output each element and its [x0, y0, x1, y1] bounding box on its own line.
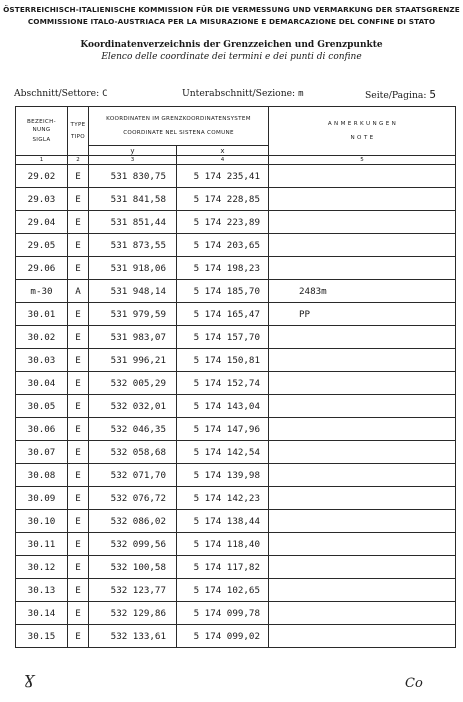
sigla-cell: 29.04	[16, 211, 68, 234]
note-cell	[269, 165, 456, 188]
col-number-2: 2	[68, 156, 89, 165]
note-cell	[269, 349, 456, 372]
sigla-cell: 30.07	[16, 441, 68, 464]
note-cell	[269, 188, 456, 211]
note-cell	[269, 257, 456, 280]
note-cell	[269, 464, 456, 487]
y-coordinate-cell: 532 133,61	[89, 625, 177, 648]
y-coordinate-cell: 532 086,02	[89, 510, 177, 533]
y-coordinate-cell: 532 076,72	[89, 487, 177, 510]
x-coordinate-cell: 5 174 099,02	[177, 625, 269, 648]
col-header-notes: A N M E R K U N G E N N O T E	[269, 107, 456, 156]
x-coordinate-cell: 5 174 117,82	[177, 556, 269, 579]
sigla-cell: 30.09	[16, 487, 68, 510]
y-coordinate-cell: 531 983,07	[89, 326, 177, 349]
x-coordinate-cell: 5 174 235,41	[177, 165, 269, 188]
header-line-de: ÖSTERREICHISCH-ITALIENISCHE KOMMISSION FÜR DIE VERMESSUNG UND VERMARKUNG DER STAATSGRENZE	[3, 5, 460, 14]
table-row	[16, 441, 456, 464]
tipo-cell: E	[68, 418, 89, 441]
y-coordinate-cell: 532 058,68	[89, 441, 177, 464]
table-row	[16, 556, 456, 579]
section-field	[14, 88, 108, 99]
y-coordinate-cell: 531 851,44	[89, 211, 177, 234]
y-coordinate-cell: 531 996,21	[89, 349, 177, 372]
tipo-cell: E	[68, 510, 89, 533]
table-row	[16, 625, 456, 648]
note-cell	[269, 211, 456, 234]
page-label: Seite/Pagina:	[365, 90, 427, 101]
note-cell	[269, 602, 456, 625]
table-row	[16, 234, 456, 257]
tipo-cell: E	[68, 487, 89, 510]
x-coordinate-cell: 5 174 157,70	[177, 326, 269, 349]
sigla-cell: 30.14	[16, 602, 68, 625]
header-line-it: COMMISSIONE ITALO-AUSTRIACA PER LA MISURAZIONE E DEMARCAZIONE DEL CONFINE DI STATO	[27, 17, 436, 26]
sigla-cell: 30.02	[16, 326, 68, 349]
subsection-label: Unterabschnitt/Sezione:	[182, 88, 296, 99]
table-row	[16, 257, 456, 280]
y-coordinate-cell: 532 100,58	[89, 556, 177, 579]
col-header-coordinates: KOORDINATEN IM GRENZKOORDINATENSYSTEM COORDINATE NEL SISTENA COMUNE	[89, 107, 269, 146]
col-header-tipo: TYPE TIPO	[68, 107, 89, 156]
table-row	[16, 372, 456, 395]
tipo-cell: E	[68, 533, 89, 556]
note-cell	[269, 441, 456, 464]
table-header-row	[16, 107, 456, 146]
sigla-cell: 30.13	[16, 579, 68, 602]
y-coordinate-cell: 532 123,77	[89, 579, 177, 602]
table-row	[16, 280, 456, 303]
sigla-cell: 29.06	[16, 257, 68, 280]
col-number-5: 5	[269, 156, 456, 165]
sigla-cell: 30.01	[16, 303, 68, 326]
table-row	[16, 165, 456, 188]
sigla-cell: 30.11	[16, 533, 68, 556]
x-coordinate-cell: 5 174 147,96	[177, 418, 269, 441]
x-coordinate-cell: 5 174 203,65	[177, 234, 269, 257]
tipo-cell: E	[68, 349, 89, 372]
tipo-cell: E	[68, 257, 89, 280]
x-coordinate-cell: 5 174 102,65	[177, 579, 269, 602]
tipo-cell: E	[68, 165, 89, 188]
y-coordinate-cell: 531 918,06	[89, 257, 177, 280]
tipo-cell: E	[68, 464, 89, 487]
signature-right-mark: Co	[405, 676, 423, 691]
sigla-cell: 29.05	[16, 234, 68, 257]
col-number-3: 3	[89, 156, 177, 165]
note-cell	[269, 579, 456, 602]
table-row	[16, 211, 456, 234]
note-cell	[269, 487, 456, 510]
note-cell	[269, 372, 456, 395]
note-cell	[269, 556, 456, 579]
page-value: 5	[429, 88, 436, 101]
table-row	[16, 418, 456, 441]
x-coordinate-cell: 5 174 143,04	[177, 395, 269, 418]
x-coordinate-cell: 5 174 165,47	[177, 303, 269, 326]
table-row	[16, 395, 456, 418]
note-cell	[269, 418, 456, 441]
tipo-cell: E	[68, 234, 89, 257]
tipo-cell: E	[68, 188, 89, 211]
sigla-cell: 30.10	[16, 510, 68, 533]
sigla-cell: 30.15	[16, 625, 68, 648]
y-coordinate-cell: 532 005,29	[89, 372, 177, 395]
x-coordinate-cell: 5 174 198,23	[177, 257, 269, 280]
x-coordinate-cell: 5 174 228,85	[177, 188, 269, 211]
table-row	[16, 602, 456, 625]
col-number-4: 4	[177, 156, 269, 165]
table-row	[16, 579, 456, 602]
table-row	[16, 188, 456, 211]
tipo-cell: E	[68, 303, 89, 326]
sigla-cell: 30.08	[16, 464, 68, 487]
note-cell: PP	[269, 303, 456, 326]
table-row	[16, 533, 456, 556]
sigla-cell: 30.04	[16, 372, 68, 395]
x-coordinate-cell: 5 174 185,70	[177, 280, 269, 303]
note-cell	[269, 234, 456, 257]
note-cell: 2483m	[269, 280, 456, 303]
section-value: C	[102, 89, 108, 99]
x-coordinate-cell: 5 174 152,74	[177, 372, 269, 395]
tipo-cell: E	[68, 395, 89, 418]
y-coordinate-cell: 531 873,55	[89, 234, 177, 257]
x-coordinate-cell: 5 174 150,81	[177, 349, 269, 372]
tipo-cell: E	[68, 211, 89, 234]
x-coordinate-cell: 5 174 142,23	[177, 487, 269, 510]
x-coordinate-cell: 5 174 099,78	[177, 602, 269, 625]
tipo-cell: E	[68, 326, 89, 349]
section-label: Abschnitt/Settore:	[14, 88, 100, 99]
tipo-cell: E	[68, 556, 89, 579]
col-number-1: 1	[16, 156, 68, 165]
col-header-y: y	[89, 146, 177, 156]
note-cell	[269, 625, 456, 648]
subsection-field	[182, 88, 304, 99]
x-coordinate-cell: 5 174 223,89	[177, 211, 269, 234]
x-coordinate-cell: 5 174 142,54	[177, 441, 269, 464]
table-row	[16, 464, 456, 487]
y-coordinate-cell: 532 032,01	[89, 395, 177, 418]
tipo-cell: E	[68, 625, 89, 648]
sigla-cell: 30.06	[16, 418, 68, 441]
y-coordinate-cell: 532 046,35	[89, 418, 177, 441]
x-coordinate-cell: 5 174 138,44	[177, 510, 269, 533]
signature-left-mark: Ɣ	[24, 672, 35, 690]
note-cell	[269, 395, 456, 418]
tipo-cell: E	[68, 372, 89, 395]
tipo-cell: E	[68, 579, 89, 602]
note-cell	[269, 326, 456, 349]
subsection-value: m	[298, 89, 304, 99]
y-coordinate-cell: 532 099,56	[89, 533, 177, 556]
column-number-row	[16, 156, 456, 165]
sigla-cell: 30.05	[16, 395, 68, 418]
sigla-cell: 30.12	[16, 556, 68, 579]
tipo-cell: E	[68, 602, 89, 625]
sigla-cell: m-30	[16, 280, 68, 303]
sigla-cell: 30.03	[16, 349, 68, 372]
title-it: Elenco delle coordinate dei termini e dei punti di confine	[101, 52, 362, 62]
sigla-cell: 29.03	[16, 188, 68, 211]
y-coordinate-cell: 531 830,75	[89, 165, 177, 188]
x-coordinate-cell: 5 174 118,40	[177, 533, 269, 556]
table-row	[16, 349, 456, 372]
col-header-sigla: BEZEICH- NUNG SIGLA	[16, 107, 68, 156]
title-de: Koordinatenverzeichnis der Grenzzeichen und Grenzpunkte	[80, 40, 383, 50]
table-row	[16, 487, 456, 510]
y-coordinate-cell: 532 129,86	[89, 602, 177, 625]
note-cell	[269, 510, 456, 533]
page-field	[365, 88, 436, 101]
table-row	[16, 510, 456, 533]
tipo-cell: A	[68, 280, 89, 303]
col-header-x: x	[177, 146, 269, 156]
x-coordinate-cell: 5 174 139,98	[177, 464, 269, 487]
table-row	[16, 326, 456, 349]
sigla-cell: 29.02	[16, 165, 68, 188]
table-row	[16, 303, 456, 326]
note-cell	[269, 533, 456, 556]
y-coordinate-cell: 532 071,70	[89, 464, 177, 487]
y-coordinate-cell: 531 979,59	[89, 303, 177, 326]
coordinates-table	[15, 106, 456, 648]
tipo-cell: E	[68, 441, 89, 464]
y-coordinate-cell: 531 841,58	[89, 188, 177, 211]
y-coordinate-cell: 531 948,14	[89, 280, 177, 303]
